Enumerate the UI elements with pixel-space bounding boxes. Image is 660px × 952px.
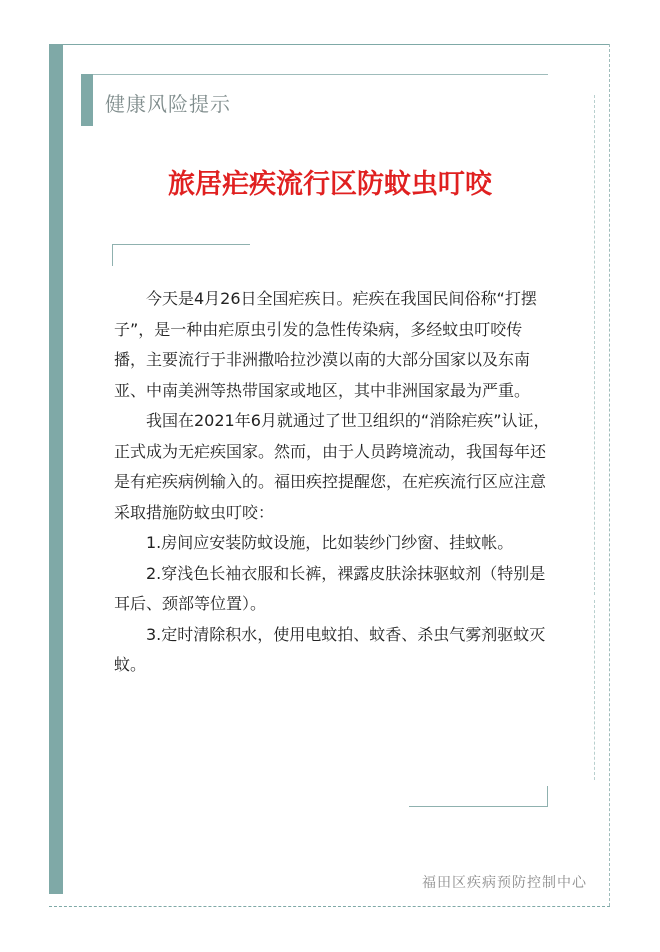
paragraph-certification: 我国在2021年6月就通过了世卫组织的“消除疟疾”认证，正式成为无疟疾国家。然而，由于人员跨境流动，我国每年还是有疟疾病例输入的。福田疾控提醒您，在疟疾流行区应注意采取措施防蚊虫叮咬： <box>114 411 550 522</box>
section-label: 健康风险提示 <box>105 92 231 116</box>
tip-item-2: 2.穿浅色长袖衣服和长裤，裸露皮肤涂抹驱蚊剂（特别是耳后、颈部等位置）。 <box>114 563 546 613</box>
footer-organization: 福田区疾病预防控制中心 <box>422 875 587 891</box>
header-accent-block <box>81 74 93 126</box>
tip-item-1: 1.房间应安装防蚊设施，比如装纱门纱窗、挂蚊帐。 <box>146 533 514 552</box>
tip-item-3: 3.定时清除积水，使用电蚊拍、蚊香、杀虫气雾剂驱蚊灭蚊。 <box>114 624 546 674</box>
frame-bottom-border <box>49 906 610 907</box>
paragraph-intro: 今天是4月26日全国疟疾日。疟疾在我国民间俗称“打摆子”，是一种由疟原虫引发的急性传染病，多经蚊虫叮咬传播，主要流行于非洲撒哈拉沙漠以南的大部分国家以及东南亚、中南美洲等热带国家或地区，其中非洲国家最为严重。 <box>114 289 537 400</box>
corner-bracket-top-left-vertical <box>112 244 113 266</box>
inner-right-dashed-line-lower <box>594 600 595 780</box>
corner-bracket-bottom-right <box>409 806 548 807</box>
frame-top-border <box>49 44 610 45</box>
header-divider <box>81 74 548 75</box>
article-title: 旅居疟疾流行区防蚊虫叮咬 <box>168 169 492 200</box>
article-body <box>114 284 550 681</box>
corner-bracket-bottom-right-vertical <box>547 786 548 807</box>
corner-bracket-top-left <box>112 244 250 245</box>
